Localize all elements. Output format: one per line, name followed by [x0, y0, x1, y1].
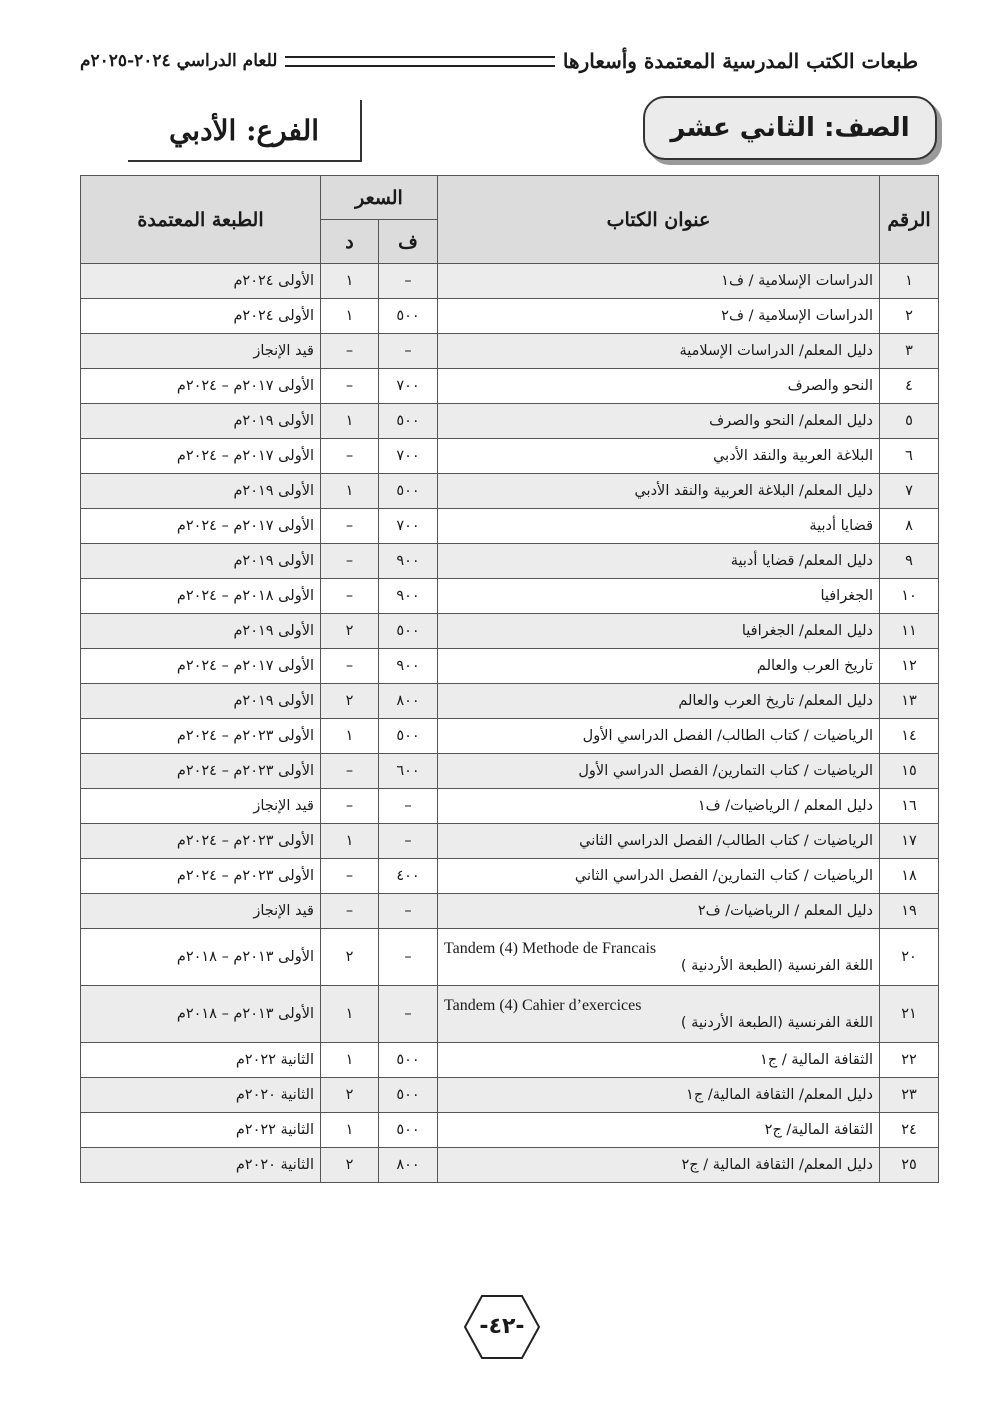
cell-price-fils: – [379, 894, 438, 929]
cell-title-latin: Tandem (4) Cahier d’exercices [444, 997, 642, 1014]
cell-price-fils: ٩٠٠ [379, 579, 438, 614]
table-row [81, 1078, 939, 1113]
table-row [81, 544, 939, 579]
cell-price-dinar: ١ [321, 719, 379, 754]
cell-edition: الأولى ٢٠٢٣م – ٢٠٢٤م [81, 754, 321, 789]
cell-num: ١٧ [880, 824, 939, 859]
cell-price-dinar: – [321, 894, 379, 929]
cell-title: دليل المعلم / الرياضيات/ ف٢ [438, 894, 880, 929]
cell-num: ١٩ [880, 894, 939, 929]
cell-price-fils: ٥٠٠ [379, 299, 438, 334]
cell-title-latin: Tandem (4) Methode de Francais [444, 940, 657, 957]
cell-title [438, 929, 880, 986]
cell-edition: الثانية ٢٠٢٠م [81, 1148, 321, 1183]
cell-price-dinar: ١ [321, 474, 379, 509]
cell-title: النحو والصرف [438, 369, 880, 404]
cell-edition: الأولى ٢٠١٩م [81, 614, 321, 649]
cell-num: ٢٤ [880, 1113, 939, 1148]
page-number-badge [464, 1294, 540, 1360]
header-price: السعر [321, 176, 438, 220]
cell-price-fils: ٨٠٠ [379, 1148, 438, 1183]
table-row [81, 1113, 939, 1148]
cell-price-dinar: ١ [321, 824, 379, 859]
cell-edition: الأولى ٢٠١٧م – ٢٠٢٤م [81, 649, 321, 684]
cell-edition: قيد الإنجاز [81, 894, 321, 929]
cell-edition: الأولى ٢٠٢٤م [81, 299, 321, 334]
cell-price-dinar: – [321, 579, 379, 614]
cell-price-fils: ٥٠٠ [379, 474, 438, 509]
cell-num: ١٣ [880, 684, 939, 719]
cell-num: ٩ [880, 544, 939, 579]
header-dinar: د [321, 220, 379, 264]
cell-edition: الأولى ٢٠١٣م – ٢٠١٨م [81, 929, 321, 986]
table-row [81, 859, 939, 894]
cell-num: ١٨ [880, 859, 939, 894]
cell-title: دليل المعلم/ الجغرافيا [438, 614, 880, 649]
cell-num: ٦ [880, 439, 939, 474]
cell-price-fils: ٥٠٠ [379, 1113, 438, 1148]
cell-title: الرياضيات / كتاب التمارين/ الفصل الدراسي الأول [438, 754, 880, 789]
cell-title: دليل المعلم/ البلاغة العربية والنقد الأدبي [438, 474, 880, 509]
cell-price-dinar: – [321, 649, 379, 684]
cell-num: ٥ [880, 404, 939, 439]
table-row [81, 1043, 939, 1078]
cell-price-fils: – [379, 986, 438, 1043]
cell-price-dinar: ٢ [321, 614, 379, 649]
cell-price-dinar: ٢ [321, 1148, 379, 1183]
cell-price-dinar: ٢ [321, 1078, 379, 1113]
page-header [80, 44, 918, 78]
cell-num: ١٠ [880, 579, 939, 614]
cell-price-fils: ٥٠٠ [379, 1043, 438, 1078]
cell-title: تاريخ العرب والعالم [438, 649, 880, 684]
cell-price-fils: – [379, 929, 438, 986]
cell-title: الجغرافيا [438, 579, 880, 614]
table-row [81, 299, 939, 334]
cell-num: ٢١ [880, 986, 939, 1043]
table-body [81, 264, 939, 1183]
cell-title-arabic: اللغة الفرنسية (الطبعة الأردنية ) [680, 1015, 874, 1031]
table-row [81, 789, 939, 824]
cell-title: الدراسات الإسلامية / ف١ [438, 264, 880, 299]
cell-price-dinar: ١ [321, 1113, 379, 1148]
header-title: عنوان الكتاب [438, 176, 880, 264]
cell-price-dinar: – [321, 334, 379, 369]
cell-price-dinar: ١ [321, 986, 379, 1043]
cell-price-fils: ٥٠٠ [379, 719, 438, 754]
cell-num: ٧ [880, 474, 939, 509]
cell-edition: الأولى ٢٠١٩م [81, 474, 321, 509]
table-row [81, 894, 939, 929]
cell-edition: الأولى ٢٠٢٤م [81, 264, 321, 299]
table-row [81, 684, 939, 719]
cell-price-fils: ٨٠٠ [379, 684, 438, 719]
cell-price-dinar: – [321, 509, 379, 544]
cell-price-fils: ٧٠٠ [379, 439, 438, 474]
cell-edition: الثانية ٢٠٢٠م [81, 1078, 321, 1113]
cell-num: ٢٣ [880, 1078, 939, 1113]
cell-edition: الأولى ٢٠٢٣م – ٢٠٢٤م [81, 824, 321, 859]
cell-num: ١٢ [880, 649, 939, 684]
cell-num: ١ [880, 264, 939, 299]
table-row [81, 264, 939, 299]
cell-num: ٢٢ [880, 1043, 939, 1078]
cell-title: دليل المعلم/ الثقافة المالية/ ج١ [438, 1078, 880, 1113]
cell-title: البلاغة العربية والنقد الأدبي [438, 439, 880, 474]
header-divider [285, 56, 555, 67]
header-fils: ف [379, 220, 438, 264]
cell-num: ١٦ [880, 789, 939, 824]
cell-num: ١١ [880, 614, 939, 649]
cell-title: دليل المعلم / الرياضيات/ ف١ [438, 789, 880, 824]
cell-num: ١٥ [880, 754, 939, 789]
cell-edition: الأولى ٢٠١٩م [81, 684, 321, 719]
cell-price-dinar: ١ [321, 299, 379, 334]
cell-price-dinar: ١ [321, 1043, 379, 1078]
table-row [81, 719, 939, 754]
header-title: طبعات الكتب المدرسية المعتمدة وأسعارها [562, 49, 918, 73]
cell-price-dinar: ١ [321, 264, 379, 299]
cell-title: قضايا أدبية [438, 509, 880, 544]
table-row [81, 474, 939, 509]
cell-title: دليل المعلم/ تاريخ العرب والعالم [438, 684, 880, 719]
table-row [81, 404, 939, 439]
cell-title: الثقافة المالية/ ج٢ [438, 1113, 880, 1148]
header-edition: الطبعة المعتمدة [81, 176, 321, 264]
cell-title: دليل المعلم/ قضايا أدبية [438, 544, 880, 579]
cell-edition: الأولى ٢٠٢٣م – ٢٠٢٤م [81, 719, 321, 754]
cell-title [438, 986, 880, 1043]
cell-num: ٢ [880, 299, 939, 334]
cell-price-dinar: ٢ [321, 684, 379, 719]
cell-edition: الأولى ٢٠١٩م [81, 404, 321, 439]
cell-price-dinar: – [321, 439, 379, 474]
table-row [81, 824, 939, 859]
cell-edition: الأولى ٢٠١٩م [81, 544, 321, 579]
table-row [81, 986, 939, 1043]
cell-edition: الأولى ٢٠١٣م – ٢٠١٨م [81, 986, 321, 1043]
cell-edition: الثانية ٢٠٢٢م [81, 1113, 321, 1148]
cell-edition: الأولى ٢٠١٨م – ٢٠٢٤م [81, 579, 321, 614]
cell-title-arabic: اللغة الفرنسية (الطبعة الأردنية ) [680, 958, 874, 974]
cell-edition: قيد الإنجاز [81, 334, 321, 369]
cell-num: ٢٥ [880, 1148, 939, 1183]
cell-title: الدراسات الإسلامية / ف٢ [438, 299, 880, 334]
cell-num: ١٤ [880, 719, 939, 754]
grade-label: الصف: الثاني عشر [643, 96, 937, 160]
cell-edition: الأولى ٢٠١٧م – ٢٠٢٤م [81, 369, 321, 404]
table-row [81, 369, 939, 404]
cell-num: ٣ [880, 334, 939, 369]
table-row [81, 334, 939, 369]
cell-num: ٢٠ [880, 929, 939, 986]
table-row [81, 439, 939, 474]
cell-price-fils: – [379, 789, 438, 824]
table-row [81, 754, 939, 789]
table-row [81, 614, 939, 649]
cell-title: دليل المعلم/ الدراسات الإسلامية [438, 334, 880, 369]
cell-price-fils: – [379, 264, 438, 299]
cell-price-fils: ٦٠٠ [379, 754, 438, 789]
cell-price-fils: ٩٠٠ [379, 544, 438, 579]
cell-price-dinar: – [321, 754, 379, 789]
cell-edition: الأولى ٢٠١٧م – ٢٠٢٤م [81, 509, 321, 544]
cell-price-fils: ٩٠٠ [379, 649, 438, 684]
header-year: للعام الدراسي ٢٠٢٤-٢٠٢٥م [80, 51, 278, 71]
cell-edition: الأولى ٢٠١٧م – ٢٠٢٤م [81, 439, 321, 474]
cell-price-fils: – [379, 824, 438, 859]
table-row [81, 509, 939, 544]
cell-price-dinar: – [321, 859, 379, 894]
cell-title: دليل المعلم/ النحو والصرف [438, 404, 880, 439]
cell-edition: الثانية ٢٠٢٢م [81, 1043, 321, 1078]
cell-title: الرياضيات / كتاب الطالب/ الفصل الدراسي الأول [438, 719, 880, 754]
cell-price-fils: ٥٠٠ [379, 614, 438, 649]
cell-price-fils: ٤٠٠ [379, 859, 438, 894]
cell-title: دليل المعلم/ الثقافة المالية / ج٢ [438, 1148, 880, 1183]
header-num: الرقم [880, 176, 939, 264]
cell-num: ٨ [880, 509, 939, 544]
cell-price-dinar: ١ [321, 404, 379, 439]
cell-price-fils: ٧٠٠ [379, 369, 438, 404]
branch-label: الفرع: الأدبي [128, 100, 362, 162]
table-row [81, 1148, 939, 1183]
page-number: -٤٢- [479, 1314, 525, 1339]
cell-title: الرياضيات / كتاب التمارين/ الفصل الدراسي الثاني [438, 859, 880, 894]
cell-price-dinar: – [321, 369, 379, 404]
cell-price-dinar: – [321, 789, 379, 824]
cell-price-fils: ٥٠٠ [379, 404, 438, 439]
cell-title: الثقافة المالية / ج١ [438, 1043, 880, 1078]
cell-price-dinar: ٢ [321, 929, 379, 986]
cell-price-fils: ٥٠٠ [379, 1078, 438, 1113]
table-row [81, 649, 939, 684]
cell-num: ٤ [880, 369, 939, 404]
cell-title: الرياضيات / كتاب الطالب/ الفصل الدراسي الثاني [438, 824, 880, 859]
books-table [80, 175, 939, 1183]
table-row [81, 929, 939, 986]
cell-edition: قيد الإنجاز [81, 789, 321, 824]
cell-edition: الأولى ٢٠٢٣م – ٢٠٢٤م [81, 859, 321, 894]
cell-price-fils: – [379, 334, 438, 369]
cell-price-dinar: – [321, 544, 379, 579]
cell-price-fils: ٧٠٠ [379, 509, 438, 544]
table-row [81, 579, 939, 614]
